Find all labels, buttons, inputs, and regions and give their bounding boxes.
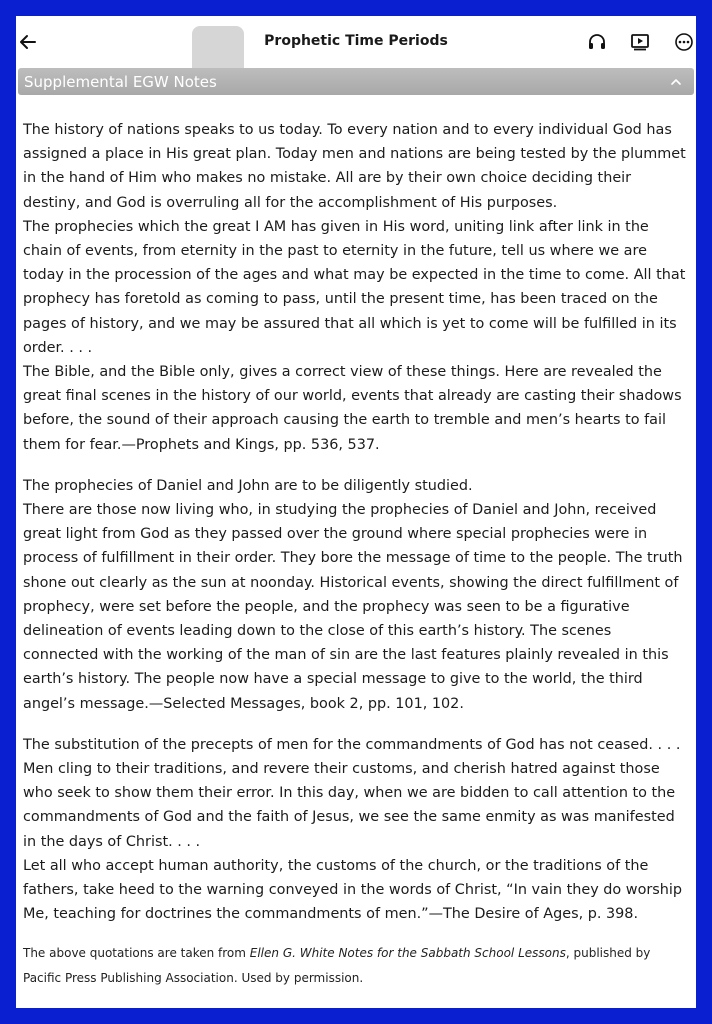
audio-button[interactable] bbox=[585, 30, 609, 54]
video-button[interactable] bbox=[628, 30, 652, 54]
footnote-prefix: The above quotations are taken from bbox=[23, 945, 250, 960]
paragraph: The prophecies of Daniel and John are to be diligently studied. bbox=[23, 477, 473, 494]
section-title: Supplemental EGW Notes bbox=[24, 73, 217, 91]
headphones-icon bbox=[587, 32, 607, 52]
paragraph: Let all who accept human authority, the customs of the church, or the traditions of the fathers, take heed to the warning conveyed in the words of Christ, “In vain they do worship Me, teaching for doctrines the commandments of men.”—The Desire of Ages, p. 398. bbox=[23, 857, 683, 923]
back-button[interactable] bbox=[16, 30, 40, 54]
section-header[interactable] bbox=[18, 68, 694, 95]
arrow-left-icon bbox=[19, 33, 37, 51]
top-bar bbox=[16, 16, 696, 68]
paragraph: The history of nations speaks to us today. To every nation and to every individual God has assigned a place in His great plan. Today men and nations are being tested by the plummet in the hand of Him who makes no mistake. All are by their own choice deciding their destiny, and God is overruling all for the accomplishment of His purposes. bbox=[23, 122, 686, 211]
more-button[interactable] bbox=[672, 30, 696, 54]
more-icon bbox=[674, 32, 694, 52]
paragraph: The substitution of the precepts of men for the commandments of God has not ceased. . . . Men cling to their traditions, and revere their customs, and cherish hatred against those who seek to show them their error. In this day, when we are bidden to call attention to the commandments of God and the faith of Jesus, we see the same enmity as was manifested in the days of Christ. . . . bbox=[23, 736, 681, 850]
page-title: Prophetic Time Periods bbox=[264, 33, 448, 49]
app-window bbox=[16, 16, 696, 1008]
paragraph: There are those now living who, in studying the prophecies of Daniel and John, received great light from God as they passed over the ground where special prophecies were in process of fulfillment in their order. They bore the message of time to the people. The truth shone out clearly as the sun at noonday. Historical events, showing the direct fulfillment of prophecy, were set before the people, and the prophecy was seen to be a figurative delineation of events leading down to the close of this earth’s history. The scenes connected with the working of the man of sin are the last features plainly revealed in this earth’s history. The people now have a special message to give to the world, the third angel’s message.—Selected Messages, book 2, pp. 101, 102. bbox=[23, 502, 683, 712]
notes-content bbox=[23, 118, 691, 991]
collapse-button[interactable] bbox=[666, 72, 686, 92]
play-screen-icon bbox=[630, 32, 650, 52]
paragraph: The Bible, and the Bible only, gives a correct view of these things. Here are revealed the great final scenes in the history of our world, events that already are casting their shadows before, the sound of their approach causing the earth to tremble and men’s hearts to fail them for fear.—Prophets and Kings, pp. 536, 537. bbox=[23, 364, 682, 453]
paragraph: The prophecies which the great I AM has given in His word, uniting link after link in the chain of events, from eternity in the past to eternity in the future, tell us where we are today in the procession of the ages and what may be expected in the time to come. All that prophecy has foretold as coming to pass, until the present time, has been traced on the pages of history, and we may be assured that all which is yet to come will be fulfilled in its order. . . . bbox=[23, 218, 686, 356]
chevron-up-icon bbox=[670, 76, 682, 88]
footnote-source: Ellen G. White Notes for the Sabbath School Lessons bbox=[249, 945, 566, 960]
footnote bbox=[23, 941, 691, 991]
footnote-suffix: , published by Pacific Press Publishing Association. Used by permission. bbox=[23, 945, 651, 985]
